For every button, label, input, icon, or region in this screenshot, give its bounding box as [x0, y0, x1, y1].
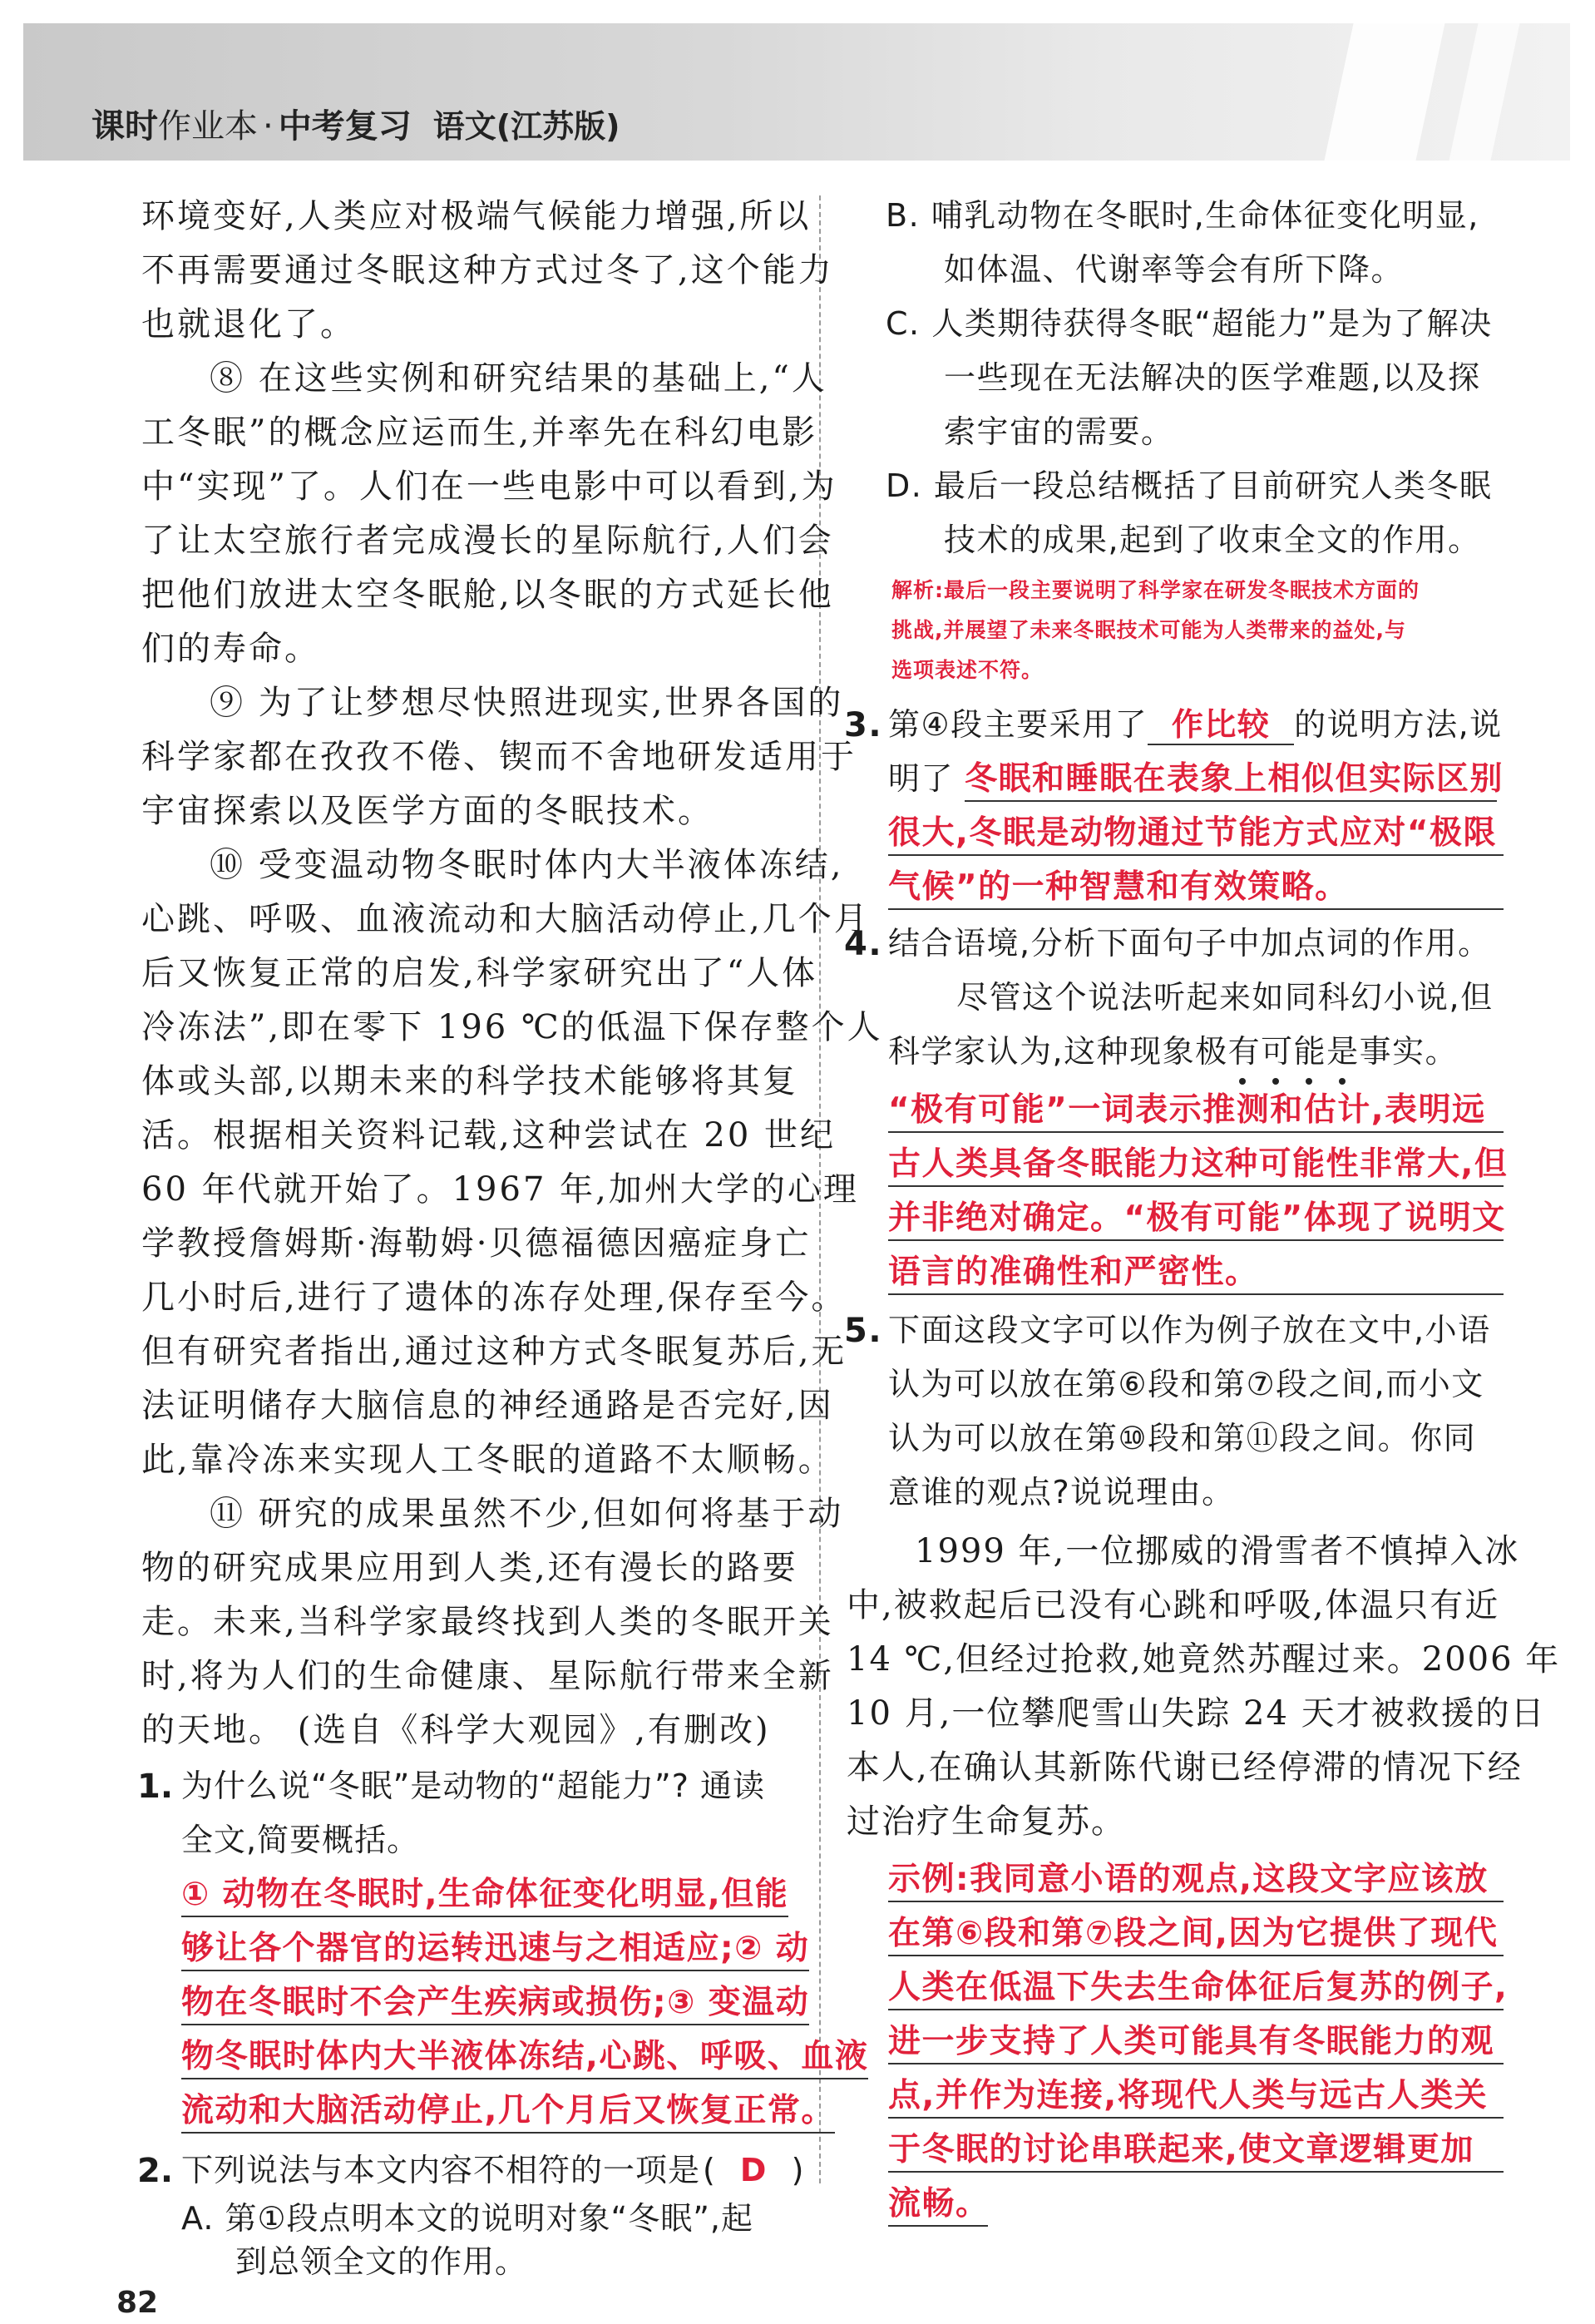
passage-line: 心跳、呼吸、血液流动和大脑活动停止,几个月 [141, 900, 870, 938]
emphasis-dot [1272, 1078, 1279, 1085]
question-stem: 下列说法与本文内容不相符的一项是 [181, 2152, 701, 2188]
passage-line: 冷冻法”,即在零下 196 ℃的低温下保存整个人 [141, 1008, 883, 1046]
passage-line: 了让太空旅行者完成漫长的星际航行,人们会 [141, 522, 834, 560]
choice-answer: D [739, 2152, 767, 2188]
answer-line: 很大,冬眠是动物通过节能方式应对“极限 [888, 817, 1504, 856]
passage-line: ⑨ 为了让梦想尽快照进现实,世界各国的 [210, 684, 844, 722]
q3-pre: 第④段主要采用了 [888, 706, 1148, 743]
passage-line: 时,将为人们的生命健康、星际航行带来全新 [141, 1657, 834, 1695]
passage-line: 但有研究者指出,通过这种方式冬眠复苏后,无 [141, 1333, 847, 1371]
answer-line: 古人类具备冬眠能力这种可能性非常大,但 [888, 1148, 1504, 1187]
answer-line: 示例:我同意小语的观点,这段文字应该放 [888, 1863, 1504, 1902]
page-number: 82 [116, 2286, 159, 2320]
example-passage: 10 月,一位攀爬雪山失踪 24 天才被救援的日 [847, 1694, 1546, 1733]
analysis-line: 挑战,并展望了未来冬眠技术可能为人类带来的益处,与 [891, 618, 1406, 642]
answer-line: 物在冬眠时不会产生疾病或损伤;③ 变温动 [181, 1986, 809, 2025]
answer-line: 够让各个器官的运转迅速与之相适应;② 动 [181, 1932, 809, 1971]
answer-line: 在第⑥段和第⑦段之间,因为它提供了现代 [888, 1917, 1504, 1956]
example-passage: 本人,在确认其新陈代谢已经停滞的情况下经 [847, 1748, 1523, 1787]
brand-mid: 作业本 [158, 107, 258, 146]
answer-bracket [703, 2154, 803, 2186]
answer-line: ① 动物在冬眠时,生命体征变化明显,但能 [181, 1878, 788, 1917]
answer-line: 流畅。 [888, 2188, 988, 2227]
brand-prefix: 课时 [91, 107, 158, 146]
question-stem: 结合语境,分析下面句子中加点词的作用。 [888, 925, 1491, 962]
answer-line: 流动和大脑活动停止,几个月后又恢复正常。 [181, 2094, 835, 2134]
passage-line: 活。根据相关资料记载,这种尝试在 20 世纪 [141, 1116, 837, 1155]
passage-line: 也就退化了。 [141, 305, 356, 344]
example-passage: 1999 年,一位挪威的滑雪者不慎掉入冰 [915, 1532, 1520, 1570]
quoted-sentence: 尽管这个说法听起来如同科幻小说,但 [956, 979, 1494, 1016]
analysis-line: 解析:最后一段主要说明了科学家在研发冬眠技术方面的 [891, 578, 1420, 602]
option-b-line: 如体温、代谢率等会有所下降。 [944, 251, 1405, 288]
option-a: A. 第①段点明本文的说明对象“冬眠”,起 [181, 2200, 754, 2237]
question-stem: 认为可以放在第⑥段和第⑦段之间,而小文 [888, 1366, 1484, 1402]
question-stem: 下面这段文字可以作为例子放在文中,小语 [888, 1312, 1491, 1348]
question-number: 4. [844, 925, 883, 963]
q3-blank-method: 作比较 [1148, 709, 1294, 745]
question-number: 2. [137, 2152, 174, 2190]
answer-line: “极有可能”一词表示推测和估计,表明远 [888, 1094, 1504, 1133]
answer-line: 气候”的一种智慧和有效策略。 [888, 871, 1504, 910]
question-stem: 意谁的观点?说说理由。 [888, 1474, 1235, 1511]
answer-line: 进一步支持了人类可能具有冬眠能力的观 [888, 2025, 1504, 2064]
answer-line: 于冬眠的讨论串联起来,使文章逻辑更加 [888, 2134, 1504, 2173]
passage-line: ⑧ 在这些实例和研究结果的基础上,“人 [210, 359, 827, 398]
option-c-line: 一些现在无法解决的医学难题,以及探 [944, 359, 1481, 396]
answer-line: 人类在低温下失去生命体征后复苏的例子, [888, 1971, 1504, 2010]
example-passage: 中,被救起后已没有心跳和呼吸,体温只有近 [847, 1586, 1500, 1624]
passage-line: 体或头部,以期未来的科学技术能够将其复 [141, 1062, 798, 1100]
passage-line: 的天地。 (选自《科学大观园》,有删改) [141, 1711, 771, 1749]
answer-line: 点,并作为连接,将现代人类与远古人类关 [888, 2079, 1504, 2119]
passage-line: 后又恢复正常的启发,科学家研究出了“人体 [141, 954, 818, 992]
option-d: D. 最后一段总结概括了目前研究人类冬眠 [886, 467, 1493, 504]
brand-dot: · [263, 107, 274, 146]
example-passage: 14 ℃,但经过抢救,她竟然苏醒过来。2006 年 [847, 1640, 1561, 1679]
passage-line: 宇宙探索以及医学方面的冬眠技术。 [141, 792, 714, 830]
question-stem: 认为可以放在第⑩段和第⑪段之间。你同 [888, 1420, 1477, 1456]
paren-close: ) [791, 2152, 804, 2188]
option-d-line: 技术的成果,起到了收束全文的作用。 [944, 522, 1481, 558]
answer-line: 语言的准确性和严密性。 [888, 1256, 1504, 1295]
example-passage: 过治疗生命复苏。 [847, 1802, 1126, 1841]
question-number: 3. [844, 706, 883, 744]
subject-name: 语文(江苏版) [432, 108, 620, 145]
passage-line: 中“实现”了。人们在一些电影中可以看到,为 [141, 467, 837, 506]
question-number: 1. [137, 1768, 174, 1806]
passage-line: ⑩ 受变温动物冬眠时体内大半液体冻结, [210, 846, 844, 884]
analysis-line: 选项表述不符。 [891, 658, 1044, 682]
passage-line: 法证明储存大脑信息的神经通路是否完好,因 [141, 1387, 834, 1425]
option-b: B. 哺乳动物在冬眠时,生命体征变化明显, [886, 197, 1479, 234]
passage-line: 走。未来,当科学家最终找到人类的冬眠开关 [141, 1603, 834, 1641]
emphasis-dot [1306, 1078, 1312, 1085]
option-a-line: 到总领全文的作用。 [235, 2243, 528, 2280]
passage-line: 此,靠冷冻来实现人工冬眠的道路不太顺畅。 [141, 1441, 834, 1479]
q3-post: 的说明方法,说 [1294, 706, 1503, 743]
passage-line: 几小时后,进行了遗体的冻存处理,保存至今。 [141, 1278, 847, 1317]
passage-line: 们的寿命。 [141, 630, 320, 668]
quoted-sentence: 科学家认为,这种现象极有可能是事实。 [888, 1033, 1459, 1070]
paren-open: ( [703, 2152, 715, 2188]
emphasis-dot [1239, 1078, 1246, 1085]
passage-line: 60 年代就开始了。1967 年,加州大学的心理 [141, 1170, 859, 1209]
question-stem-line [888, 706, 1503, 745]
question-stem: 全文,简要概括。 [181, 1822, 420, 1858]
q3-pre2: 明了 [888, 760, 955, 797]
passage-line: 环境变好,人类应对极端气候能力增强,所以 [141, 197, 812, 235]
passage-line: ⑪ 研究的成果虽然不少,但如何将基于动 [210, 1495, 844, 1533]
emphasis-dot [1339, 1078, 1346, 1085]
header-title [91, 100, 620, 147]
series-name: 中考复习 [278, 107, 412, 146]
passage-line: 把他们放进太空冬眠舱,以冬眠的方式延长他 [141, 576, 834, 614]
passage-line: 物的研究成果应用到人类,还有漫长的路要 [141, 1549, 798, 1587]
passage-line: 科学家都在孜孜不倦、锲而不舍地研发适用于 [141, 738, 857, 776]
option-c-line: 索宇宙的需要。 [944, 413, 1174, 450]
passage-line: 学教授詹姆斯·海勒姆·贝德福德因癌症身亡 [141, 1224, 812, 1263]
question-number: 5. [844, 1312, 883, 1350]
answer-line: 物冬眠时体内大半液体冻结,心跳、呼吸、血液 [181, 2040, 868, 2079]
passage-line: 工冬眠”的概念应运而生,并率先在科幻电影 [141, 413, 818, 452]
answer-line: 并非绝对确定。“极有可能”体现了说明文 [888, 1202, 1504, 1241]
answer-line: 冬眠和睡眠在表象上相似但实际区别 [965, 763, 1497, 802]
option-c: C. 人类期待获得冬眠“超能力”是为了解决 [886, 305, 1493, 342]
question-stem: 为什么说“冬眠”是动物的“超能力”? 通读 [181, 1768, 765, 1804]
passage-line: 不再需要通过冬眠这种方式过冬了,这个能力 [141, 251, 834, 289]
